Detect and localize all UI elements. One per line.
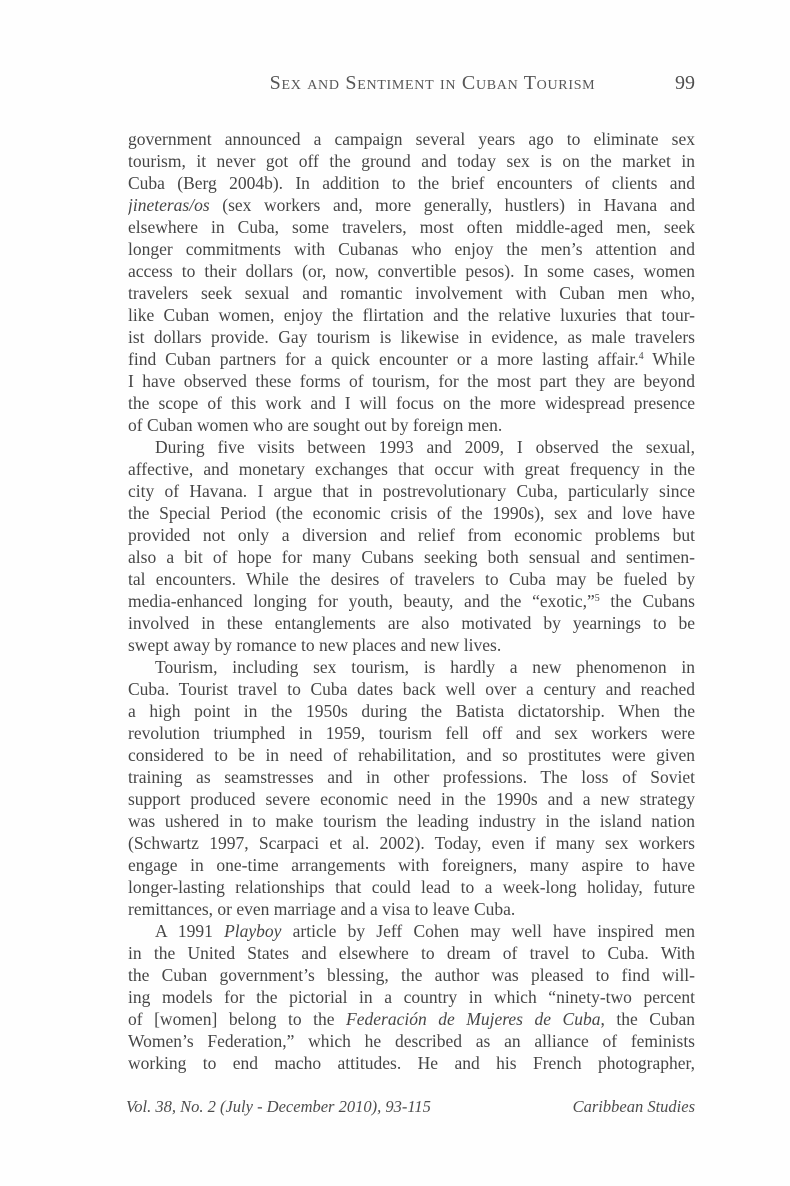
text-line: [128, 348, 695, 370]
text-line: [128, 590, 695, 612]
body-text-segment: ist dollars provide. Gay tourism is likewise in evidence, as male travelers: [128, 327, 695, 347]
body-text-segment: Cuba. Tourist travel to Cuba dates back well over a century and reached: [128, 679, 695, 699]
body-text-segment: the Cuban government’s blessing, the author was pleased to find will-: [128, 965, 695, 985]
body-text-segment: support produced severe economic need in the 1990s and a new strategy: [128, 789, 695, 809]
text-line: [128, 194, 695, 216]
text-line: [128, 524, 695, 546]
body-text-segment: tourism, it never got off the ground and today sex is on the market in: [128, 151, 695, 171]
text-line: [128, 480, 695, 502]
body-text-segment: engage in one-time arrangements with foreigners, many aspire to have: [128, 855, 695, 875]
body-text-segment: Women’s Federation,” which he described as an alliance of feminists: [128, 1031, 695, 1051]
body-text-segment: in the United States and elsewhere to dream of travel to Cuba. With: [128, 943, 695, 963]
text-line: [128, 700, 695, 722]
body-text-segment: revolution triumphed in 1959, tourism fell off and sex workers were: [128, 723, 695, 743]
text-line: [128, 172, 695, 194]
italic-text: Playboy: [224, 921, 282, 941]
text-line: [128, 832, 695, 854]
body-text-segment: considered to be in need of rehabilitation, and so prostitutes were given: [128, 745, 695, 765]
page-header: [128, 72, 695, 98]
body-text-segment: access to their dollars (or, now, convertible pesos). In some cases, women: [128, 261, 695, 281]
body-text-segment: affective, and monetary exchanges that occur with great frequency in the: [128, 459, 695, 479]
body-text-segment: find Cuban partners for a quick encounter or a more lasting affair.: [128, 349, 639, 369]
body-text-segment: was ushered in to make tourism the leading industry in the island nation: [128, 811, 695, 831]
body-text-segment: (sex workers and, more generally, hustlers) in Havana and: [209, 195, 695, 215]
text-line: [128, 502, 695, 524]
footnote-reference: 5: [594, 593, 600, 604]
text-line: [128, 282, 695, 304]
text-line: [128, 656, 695, 678]
body-text-segment: ing models for the pictorial in a country in which “ninety-two percent: [128, 987, 695, 1007]
body-text-segment: elsewhere in Cuba, some travelers, most often middle-aged men, seek: [128, 217, 695, 237]
text-line: [128, 546, 695, 568]
text-line: [128, 414, 695, 436]
text-line: [128, 1008, 695, 1030]
body-text-segment: swept away by romance to new places and new lives.: [128, 635, 502, 655]
paragraph: [128, 920, 695, 1074]
body-text-segment: While: [643, 349, 695, 369]
text-line: [128, 1052, 695, 1074]
text-line: [128, 326, 695, 348]
body-text-segment: a high point in the 1950s during the Batista dictatorship. When the: [128, 701, 695, 721]
body-text-segment: working to end macho attitudes. He and his French photographer,: [128, 1053, 695, 1073]
text-line: [128, 810, 695, 832]
text-line: [128, 898, 695, 920]
text-line: [128, 216, 695, 238]
body-text-segment: , the Cuban: [600, 1009, 695, 1029]
text-line: [128, 788, 695, 810]
running-head-title: Sex and Sentiment in Cuban Tourism: [269, 72, 596, 94]
body-text-segment: of [women] belong to the: [128, 1009, 347, 1029]
text-line: [128, 392, 695, 414]
text-line: [128, 766, 695, 788]
body-text-segment: travelers seek sexual and romantic involvement with Cuban men who,: [128, 283, 695, 303]
text-line: [128, 612, 695, 634]
body-text-segment: A 1991: [155, 921, 225, 941]
page-number: 99: [675, 72, 695, 94]
text-line: [128, 986, 695, 1008]
article-body: [128, 128, 695, 1074]
body-text-segment: remittances, or even marriage and a visa to leave Cuba.: [128, 899, 516, 919]
body-text-segment: I have observed these forms of tourism, for the most part they are beyond: [128, 371, 695, 391]
body-text-segment: media-enhanced longing for youth, beauty, and the “exotic,”: [128, 591, 595, 611]
body-text-segment: of Cuban women who are sought out by foreign men.: [128, 415, 503, 435]
footnote-reference: 4: [638, 351, 644, 362]
text-line: [128, 942, 695, 964]
body-text-segment: training as seamstresses and in other professions. The loss of Soviet: [128, 767, 695, 787]
text-line: [128, 568, 695, 590]
text-line: [128, 1030, 695, 1052]
body-text-segment: provided not only a diversion and relief from economic problems but: [128, 525, 695, 545]
paragraph: [128, 128, 695, 436]
body-text-segment: like Cuban women, enjoy the flirtation and the relative luxuries that tour-: [128, 305, 695, 325]
text-line: [128, 150, 695, 172]
journal-name: Caribbean Studies: [572, 1097, 695, 1116]
body-text-segment: Tourism, including sex tourism, is hardly a new phenomenon in: [155, 657, 695, 677]
body-text-segment: the scope of this work and I will focus on the more widespread presence: [128, 393, 695, 413]
page-footer: [126, 1097, 695, 1117]
body-text-segment: article by Jeff Cohen may well have inspired men: [281, 921, 695, 941]
journal-volume-info: Vol. 38, No. 2 (July - December 2010), 93-115: [126, 1097, 431, 1116]
text-line: [128, 964, 695, 986]
text-line: [128, 304, 695, 326]
text-line: [128, 920, 695, 942]
text-line: [128, 634, 695, 656]
body-text-segment: also a bit of hope for many Cubans seeking both sensual and sentimen-: [128, 547, 695, 567]
text-line: [128, 238, 695, 260]
text-line: [128, 722, 695, 744]
text-line: [128, 458, 695, 480]
text-line: [128, 128, 695, 150]
body-text-segment: (Schwartz 1997, Scarpaci et al. 2002). Today, even if many sex workers: [128, 833, 695, 853]
body-text-segment: longer-lasting relationships that could lead to a week-long holiday, future: [128, 877, 695, 897]
text-line: [128, 678, 695, 700]
body-text-segment: the Special Period (the economic crisis of the 1990s), sex and love have: [128, 503, 695, 523]
text-line: [128, 436, 695, 458]
body-text-segment: city of Havana. I argue that in postrevolutionary Cuba, particularly since: [128, 481, 695, 501]
body-text-segment: involved in these entanglements are also motivated by yearnings to be: [128, 613, 695, 633]
text-line: [128, 260, 695, 282]
body-text-segment: tal encounters. While the desires of travelers to Cuba may be fueled by: [128, 569, 695, 589]
body-text-segment: During five visits between 1993 and 2009, I observed the sexual,: [155, 437, 695, 457]
body-text-segment: longer commitments with Cubanas who enjoy the men’s attention and: [128, 239, 695, 259]
paragraph: [128, 656, 695, 920]
body-text-segment: Cuba (Berg 2004b). In addition to the brief encounters of clients and: [128, 173, 695, 193]
italic-text: Federación de Mujeres de Cuba: [346, 1009, 601, 1029]
text-line: [128, 854, 695, 876]
text-line: [128, 876, 695, 898]
paragraph: [128, 436, 695, 656]
body-text-segment: government announced a campaign several years ago to eliminate sex: [128, 129, 695, 149]
italic-text: jineteras/os: [128, 195, 210, 215]
body-text-segment: the Cubans: [599, 591, 695, 611]
text-line: [128, 744, 695, 766]
text-line: [128, 370, 695, 392]
